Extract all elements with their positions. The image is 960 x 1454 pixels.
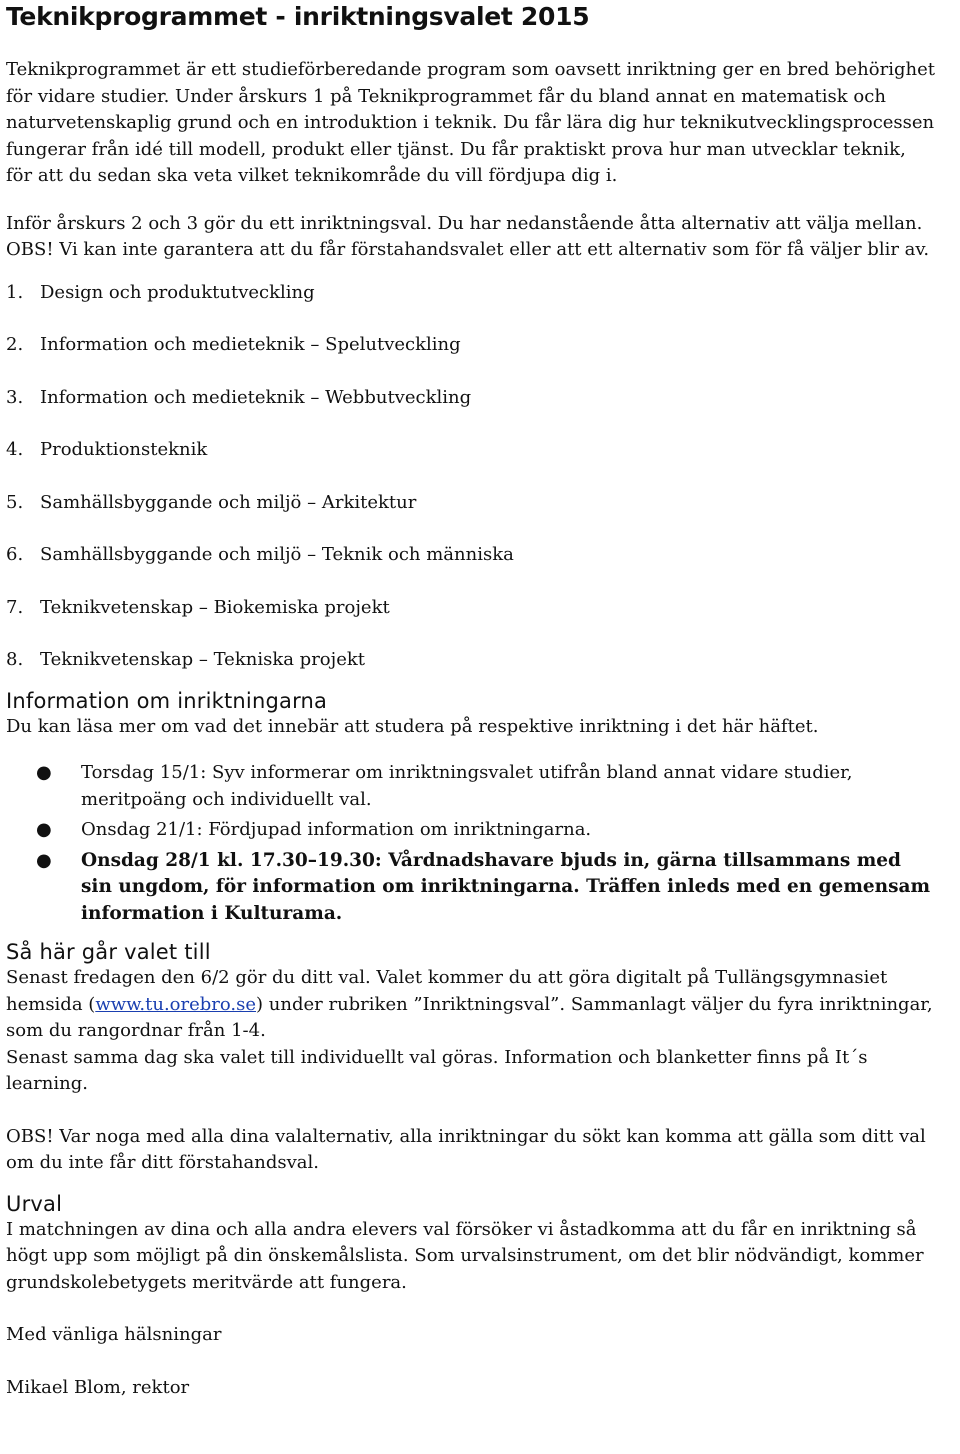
- option-label: Design och produktutveckling: [40, 281, 315, 303]
- option-label: Information och medieteknik – Webbutveckling: [40, 386, 472, 408]
- option-number: 6.: [6, 544, 24, 565]
- document-page: [0, 2, 960, 1454]
- option-number: 7.: [6, 596, 24, 618]
- valet-text-after: ) under rubriken ”Inriktningsval”. Sammanlagt väljer du fyra inriktningar, som du rangordnar från 1-4.: [6, 993, 933, 1041]
- list-item: [6, 437, 936, 463]
- option-number: 5.: [6, 491, 24, 513]
- urval-heading: Urval: [6, 1191, 63, 1216]
- list-item: [6, 848, 936, 928]
- option-number: 2.: [6, 334, 24, 355]
- list-item: [6, 542, 936, 568]
- option-number: 4.: [6, 439, 24, 460]
- list-item: [6, 280, 936, 306]
- option-label: Samhällsbyggande och miljö – Arkitektur: [40, 491, 417, 513]
- event-text: Onsdag 28/1 kl. 17.30–19.30: Vårdnadshavare bjuds in, gärna tillsammans med sin ungdom, för information om inriktningarna. Träffen inleds med en gemensam information i Kulturama.: [81, 849, 931, 924]
- list-item: [6, 647, 936, 673]
- valet-heading: Så här går valet till: [6, 940, 211, 964]
- valet-obs-text: OBS! Var noga med alla dina valalternativ, alla inriktningar du sökt kan komma att gälla som ditt val om du inte får ditt förstahandsval.: [6, 1125, 926, 1173]
- bullet-icon: ●: [36, 762, 52, 783]
- greeting: Med vänliga hälsningar: [6, 1324, 222, 1345]
- valet-text-before: Senast fredagen den 6/2 gör du ditt val. Valet kommer du att göra digitalt på Tullängsgymnasiet hemsida (: [6, 967, 888, 1015]
- option-number: 1.: [6, 281, 24, 303]
- info-heading: Information om inriktningarna: [6, 688, 328, 713]
- option-label: Samhällsbyggande och miljö – Teknik och människa: [40, 544, 514, 565]
- list-item: [6, 595, 936, 621]
- event-text: Torsdag 15/1: Syv informerar om inriktningsvalet utifrån bland annat vidare studier, meritpoäng och individuellt val.: [81, 762, 853, 810]
- bullet-icon: ●: [36, 819, 52, 840]
- choice-obs-text: OBS! Vi kan inte garantera att du får förstahandsvalet eller att ett alternativ som för få väljer blir av.: [6, 239, 930, 260]
- event-text: Onsdag 21/1: Fördjupad information om inriktningarna.: [81, 819, 592, 840]
- list-item: [6, 385, 936, 411]
- choice-text: Inför årskurs 2 och 3 gör du ett inriktningsval. Du har nedanstående åtta alternativ att välja mellan.: [6, 212, 923, 234]
- signature: Mikael Blom, rektor: [6, 1376, 190, 1398]
- document-title: Teknikprogrammet - inriktningsvalet 2015: [6, 2, 590, 31]
- valet-paragraph: [6, 965, 936, 1045]
- list-item: [6, 332, 936, 358]
- website-link[interactable]: www.tu.orebro.se: [95, 993, 257, 1015]
- list-item: [6, 760, 936, 813]
- options-list: [6, 280, 936, 674]
- bullet-icon: ●: [36, 849, 52, 871]
- option-label: Information och medieteknik – Spelutveckling: [40, 334, 461, 355]
- valet-paragraph-2: Senast samma dag ska valet till individuellt val göras. Information och blanketter finns på It´s learning.: [6, 1046, 868, 1094]
- events-list: [6, 760, 936, 927]
- option-number: 8.: [6, 649, 24, 670]
- list-item: [6, 490, 936, 516]
- option-label: Teknikvetenskap – Tekniska projekt: [40, 649, 366, 670]
- option-label: Produktionsteknik: [40, 439, 208, 460]
- choice-section: [6, 211, 936, 264]
- intro-paragraph: Teknikprogrammet är ett studieförberedande program som oavsett inriktning ger en bred behörighet för vidare studier. Under årskurs 1 på Teknikprogrammet får du bland annat en matematisk och naturvetenskaplig grund och en introduktion i teknik. Du får lära dig hur teknikutvecklingsprocessen fungerar från idé till modell, produkt eller tjänst. Du får praktiskt prova hur man utvecklar teknik, för att du sedan ska veta vilket teknikområde du vill fördjupa dig i.: [6, 59, 935, 186]
- option-number: 3.: [6, 386, 24, 408]
- list-item: [6, 817, 936, 844]
- urval-text: I matchningen av dina och alla andra elevers val försöker vi åstadkomma att du får en inriktning så högt upp som möjligt på din önskemålslista. Som urvalsinstrument, om det blir nödvändigt, kommer grundskolebetygets meritvärde att fungera.: [6, 1218, 924, 1293]
- info-text: Du kan läsa mer om vad det innebär att studera på respektive inriktning i det här häftet.: [6, 715, 819, 737]
- option-label: Teknikvetenskap – Biokemiska projekt: [40, 596, 390, 618]
